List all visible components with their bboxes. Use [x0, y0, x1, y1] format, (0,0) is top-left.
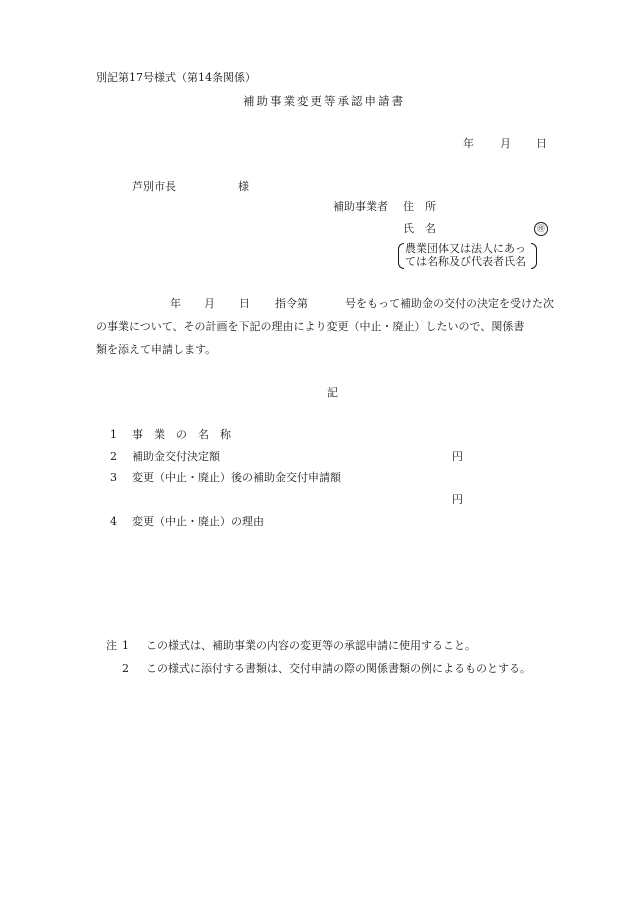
body-line3: 類を添えて申請します。 — [96, 343, 217, 356]
name-label: 氏 名 — [403, 222, 436, 235]
addressee-honorific: 様 — [238, 180, 249, 193]
item-2-label: 補助金交付決定額 — [132, 450, 220, 463]
item-1-num: 1 — [110, 428, 117, 441]
note-1-text: この様式は、補助事業の内容の変更等の承認申請に使用すること。 — [146, 639, 476, 652]
applicant-note-line2: ては名称及び代表者氏名 — [405, 255, 526, 268]
item-3-num: 3 — [110, 471, 117, 484]
date-day-label: 日 — [536, 137, 547, 150]
item-4-label: 変更（中止・廃止）の理由 — [132, 515, 264, 528]
item-3-label: 変更（中止・廃止）後の補助金交付申請額 — [132, 471, 341, 484]
addressee-name: 芦別市長 — [132, 180, 176, 193]
notes-prefix: 注 — [106, 639, 117, 652]
body-year: 年 — [170, 297, 181, 310]
document-title: 補助事業変更等承認申請書 — [243, 94, 405, 108]
body-line2: の事業について、その計画を下記の理由により変更（中止・廃止）したいので、関係書 — [96, 320, 525, 333]
item-3-unit: 円 — [452, 493, 463, 506]
body-directive: 指令第 — [275, 297, 308, 310]
item-1-label: 事 業 の 名 称 — [132, 428, 231, 441]
note-2-num: 2 — [122, 662, 129, 675]
note-paren-right — [531, 243, 537, 269]
note-paren-left — [398, 243, 404, 269]
date-year-label: 年 — [463, 137, 474, 150]
applicant-note-line1: 農業団体又は法人にあっ — [405, 242, 526, 255]
applicant-label: 補助事業者 — [333, 200, 388, 213]
address-label: 住 所 — [403, 200, 436, 213]
ki-heading: 記 — [327, 386, 338, 399]
note-1-num: 1 — [122, 639, 129, 652]
date-month-label: 月 — [500, 137, 511, 150]
body-month: 月 — [204, 297, 215, 310]
item-2-num: 2 — [110, 450, 117, 463]
note-2-text: この様式に添付する書類は、交付申請の際の関係書類の例によるものとする。 — [146, 662, 531, 675]
form-number: 別記第17号様式（第14条関係） — [96, 71, 256, 84]
seal-mark: ㊞ — [534, 222, 548, 236]
body-line1: 号をもって補助金の交付の決定を受けた次 — [345, 297, 554, 310]
item-4-num: 4 — [110, 515, 117, 528]
item-2-unit: 円 — [452, 450, 463, 463]
body-day: 日 — [239, 297, 250, 310]
